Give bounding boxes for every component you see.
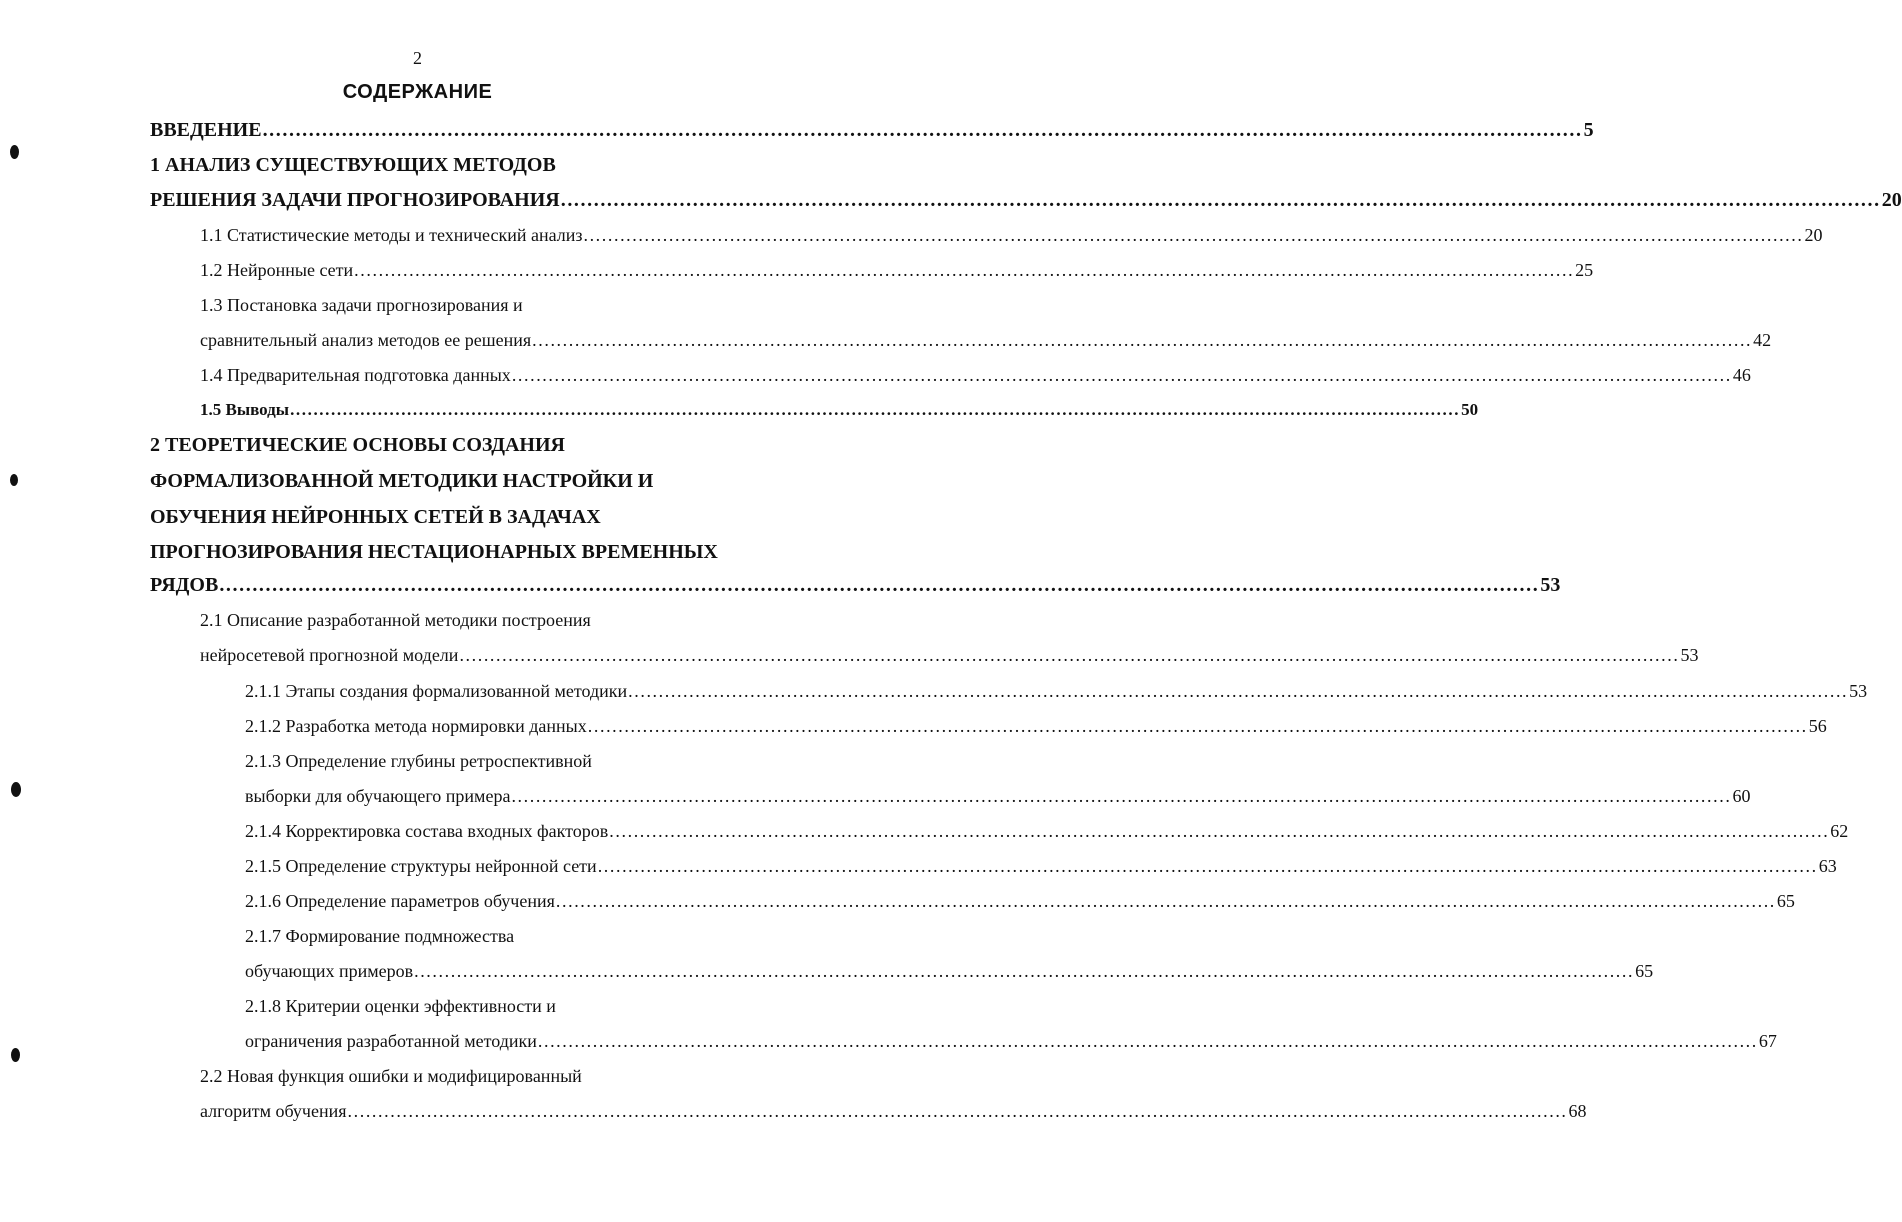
toc-entry-title: 2.1.1 Этапы создания формализованной методики bbox=[245, 681, 628, 701]
toc-leader-dots: ........................................................................................................................................................................................................ bbox=[414, 961, 1635, 981]
toc-entry-title: ВВЕДЕНИЕ bbox=[150, 119, 262, 141]
toc-entry-page: 65 bbox=[1635, 961, 1654, 981]
toc-entry bbox=[245, 851, 1837, 881]
toc-entry-page: 65 bbox=[1776, 891, 1795, 911]
toc-entry bbox=[150, 430, 798, 460]
toc-entry bbox=[150, 466, 798, 496]
toc-entry-title: ФОРМАЛИЗОВАННОЙ МЕТОДИКИ НАСТРОЙКИ И bbox=[150, 470, 654, 492]
toc-leader-dots: ........................................................................................................................................................................................................ bbox=[537, 1031, 1758, 1051]
toc-entry bbox=[150, 502, 798, 532]
toc-entry-title: 2.1.3 Определение глубины ретроспективной bbox=[245, 751, 592, 771]
toc-entry-title: ПРОГНОЗИРОВАНИЯ НЕСТАЦИОНАРНЫХ ВРЕМЕННЫХ bbox=[150, 541, 718, 563]
toc-leader-dots: ........................................................................................................................................................................................................ bbox=[597, 856, 1818, 876]
toc-entry-title: 1.1 Статистические методы и технический анализ bbox=[200, 225, 583, 245]
toc-leader-dots: ........................................................................................................................................................................................................ bbox=[347, 1101, 1568, 1121]
toc-entry-title: 1.2 Нейронные сети bbox=[200, 260, 354, 280]
toc-entry-title: 1.5 Выводы bbox=[200, 400, 290, 419]
toc-entry bbox=[200, 220, 1823, 250]
toc-entry-page: 25 bbox=[1575, 260, 1594, 280]
toc-leader-dots: ........................................................................................................................................................................................................ bbox=[290, 400, 1461, 419]
toc-entry bbox=[245, 991, 798, 1021]
toc-entry bbox=[150, 115, 1594, 145]
toc-entry bbox=[245, 711, 1827, 741]
toc-entry-title: 1.4 Предварительная подготовка данных bbox=[200, 365, 511, 385]
toc-entry-title: 2.1.5 Определение структуры нейронной сети bbox=[245, 856, 597, 876]
toc-entry-title: РЕШЕНИЯ ЗАДАЧИ ПРОГНОЗИРОВАНИЯ bbox=[150, 189, 560, 211]
toc-leader-dots: ........................................................................................................................................................................................................ bbox=[532, 330, 1753, 350]
toc-entry-title: 2.1 Описание разработанной методики построения bbox=[200, 610, 591, 630]
toc-entry-title: обучающих примеров bbox=[245, 961, 414, 981]
toc-entry bbox=[245, 781, 1751, 811]
toc-entry bbox=[245, 921, 798, 951]
toc-entry-title: 2 ТЕОРЕТИЧЕСКИЕ ОСНОВЫ СОЗДАНИЯ bbox=[150, 434, 565, 456]
toc-entry-page: 62 bbox=[1830, 821, 1849, 841]
toc-leader-dots: ........................................................................................................................................................................................................ bbox=[609, 821, 1830, 841]
toc-entry-title: РЯДОВ bbox=[150, 574, 219, 596]
toc-entry-title: 2.2 Новая функция ошибки и модифицированный bbox=[200, 1066, 582, 1086]
toc-leader-dots: ........................................................................................................................................................................................................ bbox=[219, 574, 1540, 596]
toc-entry-title: ОБУЧЕНИЯ НЕЙРОННЫХ СЕТЕЙ В ЗАДАЧАХ bbox=[150, 506, 601, 528]
toc-leader-dots: ........................................................................................................................................................................................................ bbox=[587, 716, 1808, 736]
toc-entry bbox=[200, 640, 1699, 670]
toc-entry bbox=[245, 1026, 1777, 1056]
toc-leader-dots: ........................................................................................................................................................................................................ bbox=[555, 891, 1776, 911]
toc-entry-page: 68 bbox=[1568, 1101, 1587, 1121]
toc-entry-title: выборки для обучающего примера bbox=[245, 786, 511, 806]
toc-entry-page: 46 bbox=[1732, 365, 1751, 385]
toc-entry-title: 1 АНАЛИЗ СУЩЕСТВУЮЩИХ МЕТОДОВ bbox=[150, 154, 556, 176]
toc-leader-dots: ........................................................................................................................................................................................................ bbox=[583, 225, 1804, 245]
toc-leader-dots: ........................................................................................................................................................................................................ bbox=[459, 645, 1680, 665]
toc-entry bbox=[200, 360, 1751, 390]
toc-entry-page: 20 bbox=[1804, 225, 1823, 245]
toc-entry-title: 2.1.2 Разработка метода нормировки данных bbox=[245, 716, 587, 736]
page-number: 2 bbox=[413, 48, 422, 68]
toc-entry bbox=[200, 290, 798, 320]
toc-entry-title: ограничения разработанной методики bbox=[245, 1031, 537, 1051]
toc-entry-page: 42 bbox=[1753, 330, 1772, 350]
toc-entry bbox=[200, 605, 798, 635]
toc-entry-title: 2.1.4 Корректировка состава входных факторов bbox=[245, 821, 609, 841]
toc-title: СОДЕРЖАНИЕ bbox=[342, 81, 493, 103]
toc-entry-page: 53 bbox=[1680, 645, 1699, 665]
toc-entry bbox=[245, 816, 1849, 846]
toc-entry-title: 2.1.6 Определение параметров обучения bbox=[245, 891, 555, 911]
toc-entry bbox=[150, 570, 1561, 600]
toc-entry-page: 67 bbox=[1758, 1031, 1777, 1051]
toc-leader-dots: ........................................................................................................................................................................................................ bbox=[560, 189, 1881, 211]
toc-entry-page: 63 bbox=[1818, 856, 1837, 876]
toc-entry bbox=[200, 255, 1594, 285]
toc-entry-page: 5 bbox=[1583, 119, 1594, 141]
toc-leader-dots: ........................................................................................................................................................................................................ bbox=[511, 365, 1732, 385]
toc-entry-title: алгоритм обучения bbox=[200, 1101, 347, 1121]
toc-entry-page: 56 bbox=[1808, 716, 1827, 736]
toc-entry-page: 20 bbox=[1881, 189, 1902, 211]
toc-entry-title: нейросетевой прогнозной модели bbox=[200, 645, 459, 665]
toc-entry-page: 53 bbox=[1849, 681, 1868, 701]
toc-entry bbox=[245, 676, 1868, 706]
toc-entry bbox=[200, 395, 1479, 425]
toc-leader-dots: ........................................................................................................................................................................................................ bbox=[262, 119, 1583, 141]
toc-entry-page: 50 bbox=[1461, 400, 1479, 419]
toc-leader-dots: ........................................................................................................................................................................................................ bbox=[354, 260, 1575, 280]
toc-entry bbox=[150, 150, 798, 180]
toc-entry-page: 60 bbox=[1732, 786, 1751, 806]
toc-entry bbox=[245, 746, 798, 776]
toc-entry bbox=[245, 956, 1654, 986]
toc-entry bbox=[150, 537, 798, 567]
toc-entry-title: 2.1.7 Формирование подмножества bbox=[245, 926, 515, 946]
toc-leader-dots: ........................................................................................................................................................................................................ bbox=[511, 786, 1732, 806]
toc-entry-title: сравнительный анализ методов ее решения bbox=[200, 330, 532, 350]
toc-entry bbox=[200, 1061, 798, 1091]
toc-entry-title: 1.3 Постановка задачи прогнозирования и bbox=[200, 295, 523, 315]
toc-entry-title: 2.1.8 Критерии оценки эффективности и bbox=[245, 996, 556, 1016]
toc-entry bbox=[150, 185, 1902, 215]
toc-entry bbox=[200, 1096, 1587, 1126]
toc-entry bbox=[245, 886, 1795, 916]
toc-leader-dots: ........................................................................................................................................................................................................ bbox=[628, 681, 1849, 701]
toc-entry-page: 53 bbox=[1540, 574, 1561, 596]
toc-entry bbox=[200, 325, 1772, 355]
